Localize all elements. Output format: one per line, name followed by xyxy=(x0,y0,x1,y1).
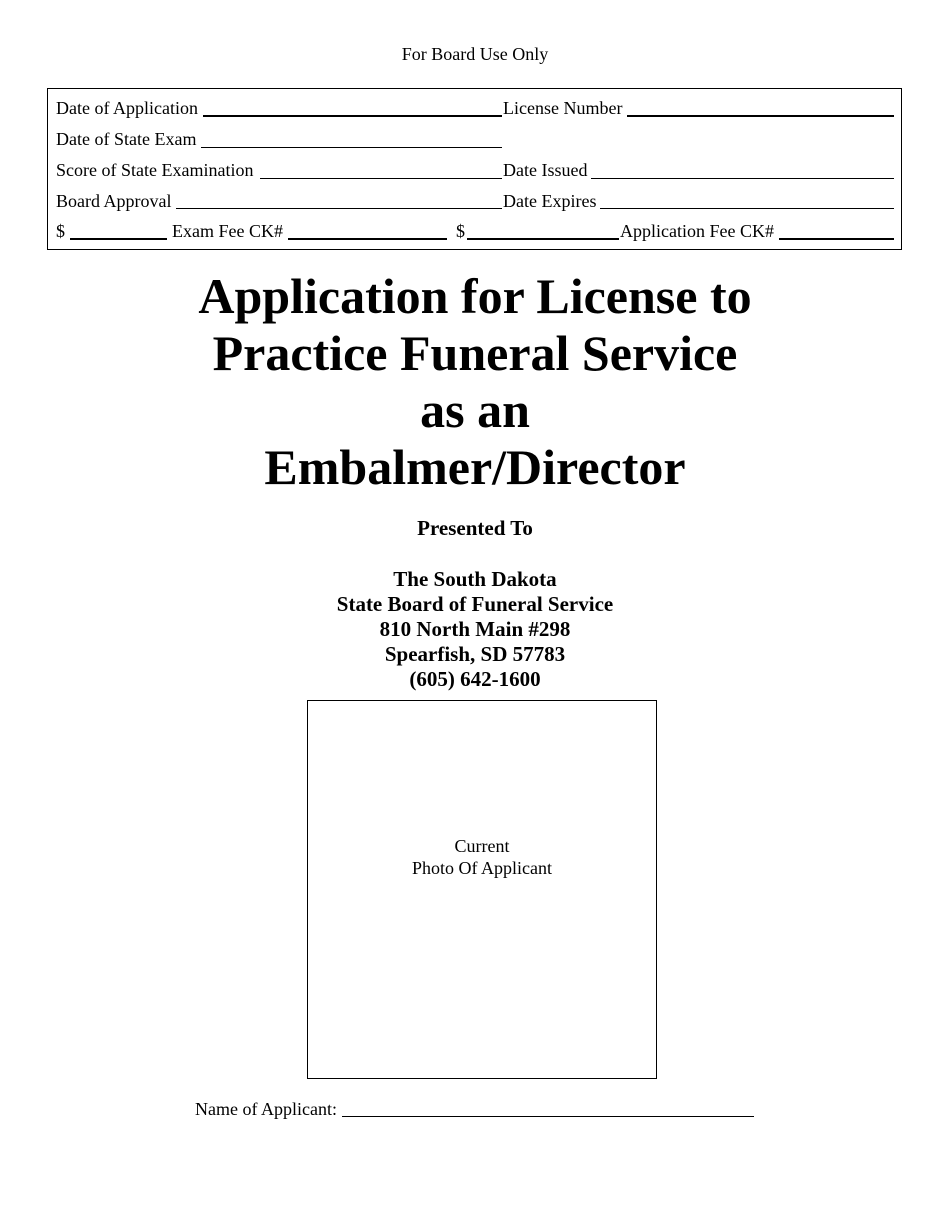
name-of-applicant-label: Name of Applicant: xyxy=(195,1099,337,1119)
applicant-photo-box[interactable] xyxy=(307,700,657,1079)
board-approval-field[interactable] xyxy=(176,208,502,209)
date-of-state-exam-field[interactable] xyxy=(201,147,502,148)
address-phone: (605) 642-1600 xyxy=(409,667,541,691)
exam-fee-dollar-label: $ xyxy=(56,221,65,241)
application-fee-amount-field[interactable] xyxy=(467,238,619,240)
application-fee-ck-label: Application Fee CK# xyxy=(620,221,774,241)
name-of-applicant-field[interactable] xyxy=(342,1116,754,1117)
license-number-label: License Number xyxy=(503,98,623,118)
date-issued-field[interactable] xyxy=(591,178,894,179)
license-number-field[interactable] xyxy=(627,115,894,117)
date-of-state-exam-label: Date of State Exam xyxy=(56,129,197,149)
photo-text-line-1: Current xyxy=(454,836,510,856)
board-approval-label: Board Approval xyxy=(56,191,172,211)
date-of-application-field[interactable] xyxy=(203,115,502,117)
application-fee-ck-field[interactable] xyxy=(779,238,894,240)
application-title xyxy=(0,268,950,496)
score-of-state-examination-label: Score of State Examination xyxy=(56,160,254,180)
address-line-1: The South Dakota xyxy=(393,567,557,591)
board-address xyxy=(0,567,950,692)
presented-to-heading: Presented To xyxy=(417,516,533,540)
address-line-2: State Board of Funeral Service xyxy=(336,592,614,616)
date-expires-field[interactable] xyxy=(600,208,894,209)
board-use-header: For Board Use Only xyxy=(401,44,549,64)
title-line-1: Application for License to xyxy=(198,268,752,324)
exam-fee-ck-label: Exam Fee CK# xyxy=(172,221,283,241)
exam-fee-amount-field[interactable] xyxy=(70,238,167,240)
title-line-2: Practice Funeral Service xyxy=(212,325,738,381)
title-line-3: as an xyxy=(420,382,530,438)
score-of-state-examination-field[interactable] xyxy=(260,178,502,179)
exam-fee-ck-field[interactable] xyxy=(288,238,447,240)
date-expires-label: Date Expires xyxy=(503,191,597,211)
photo-text-line-2: Photo Of Applicant xyxy=(412,858,552,878)
date-issued-label: Date Issued xyxy=(503,160,588,180)
photo-placeholder-text xyxy=(307,835,657,879)
application-fee-dollar-label: $ xyxy=(456,221,465,241)
date-of-application-label: Date of Application xyxy=(56,98,198,118)
address-line-4: Spearfish, SD 57783 xyxy=(384,642,566,666)
title-line-4: Embalmer/Director xyxy=(264,439,686,495)
address-line-3: 810 North Main #298 xyxy=(379,617,571,641)
